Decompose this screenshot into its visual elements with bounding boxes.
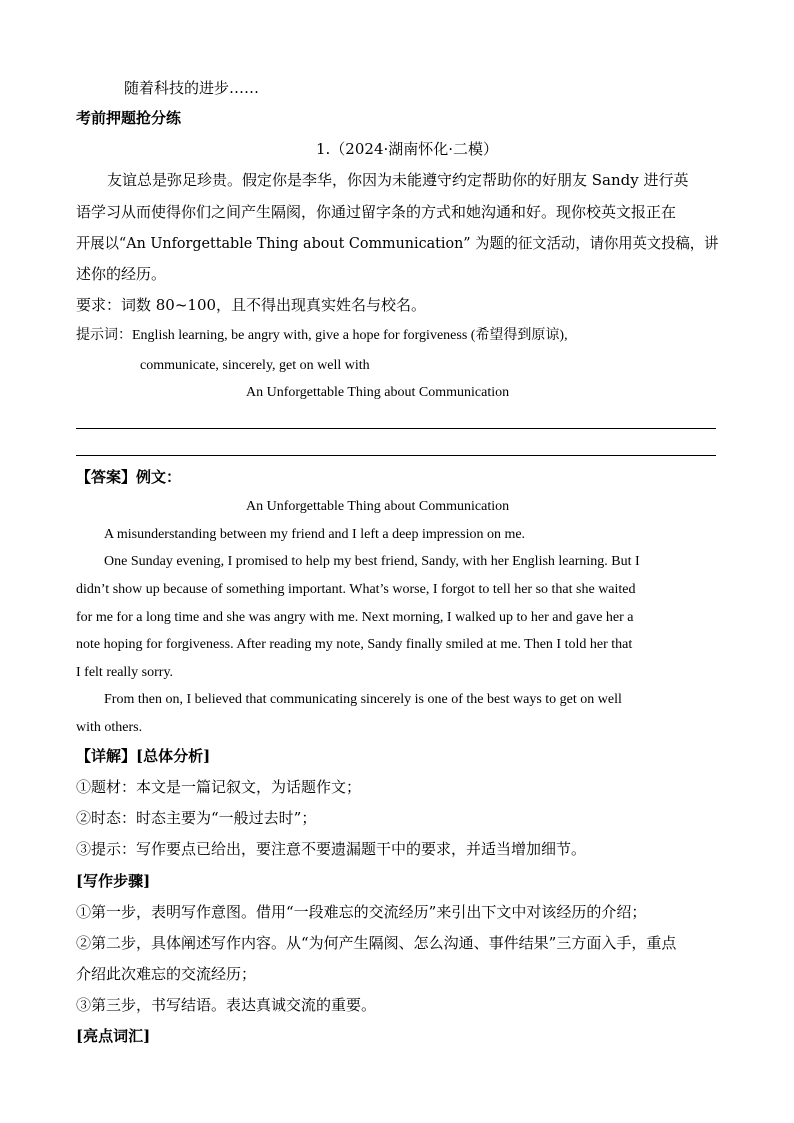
analysis-item-3: ③提示：写作要点已给出，要注意不要遗漏题干中的要求，并适当增加细节。 xyxy=(76,840,587,858)
hint-words-line-1: 提示词：English learning, be angry with, give a hope for forgiveness (希望得到原谅), xyxy=(76,328,568,343)
prompt-line-3: 开展以“An Unforgettable Thing about Communication” 为题的征文活动，请你用英文投稿，讲 xyxy=(76,234,719,252)
prompt-line-1: 友谊总是弥足珍贵。假定你是李华，你因为未能遵守约定帮助你的好朋友 Sandy 进行英 xyxy=(107,171,689,189)
question-number: 1.（2024·湖南怀化·二模） xyxy=(316,140,499,158)
sample-para-2-line-3: for me for a long time and she was angry with me. Next morning, I walked up to her and gave her a xyxy=(76,610,634,625)
analysis-item-2: ②时态：时态主要为“一般过去时”； xyxy=(76,809,317,827)
vocab-heading: [亮点词汇] xyxy=(76,1027,151,1045)
prompt-line-2: 语学习从而使得你们之间产生隔阂，你通过留字条的方式和她沟通和好。现你校英文报正在 xyxy=(76,203,677,221)
prompt-line-4: 述你的经历。 xyxy=(76,265,167,283)
step-2-line-2: 介绍此次难忘的交流经历； xyxy=(76,965,257,983)
step-3: ③第三步，书写结语。表达真诚交流的重要。 xyxy=(76,996,377,1014)
sample-para-2-line-4: note hoping for forgiveness. After reading my note, Sandy finally smiled at me. Then I told her that xyxy=(76,637,633,652)
essay-title: An Unforgettable Thing about Communication xyxy=(246,385,510,400)
section-heading: 考前押题抢分练 xyxy=(76,109,182,127)
sample-para-2-line-2: didn’t show up because of something important. What’s worse, I forgot to tell her so that she waited xyxy=(76,582,636,597)
intro-line: 随着科技的进步…… xyxy=(124,79,260,97)
sample-para-3-line-1: From then on, I believed that communicating sincerely is one of the best ways to get on well xyxy=(104,692,622,707)
sample-para-2-line-5: I felt really sorry. xyxy=(76,665,174,680)
step-2-line-1: ②第二步，具体阐述写作内容。从“为何产生隔阂、怎么沟通、事件结果”三方面入手，重点 xyxy=(76,934,677,952)
step-1: ①第一步，表明写作意图。借用“一段难忘的交流经历”来引出下文中对该经历的介绍； xyxy=(76,903,647,921)
steps-heading: [写作步骤] xyxy=(76,872,151,890)
analysis-heading: 【详解】[总体分析] xyxy=(76,747,211,765)
sample-para-2-line-1: One Sunday evening, I promised to help my best friend, Sandy, with her English learning. But I xyxy=(104,554,640,569)
hint-words-line-2: communicate, sincerely, get on well with xyxy=(140,358,370,373)
requirement-line: 要求：词数 80~100，且不得出现真实姓名与校名。 xyxy=(76,296,427,314)
sample-title: An Unforgettable Thing about Communication xyxy=(246,499,510,514)
answer-heading: 【答案】例文： xyxy=(76,468,182,486)
sample-para-3-line-2: with others. xyxy=(76,720,143,735)
sample-para-1: A misunderstanding between my friend and I left a deep impression on me. xyxy=(104,527,526,542)
analysis-item-1: ①题材：本文是一篇记叙文，为话题作文； xyxy=(76,778,362,796)
answer-line-1 xyxy=(76,428,716,429)
answer-line-2 xyxy=(76,455,716,456)
